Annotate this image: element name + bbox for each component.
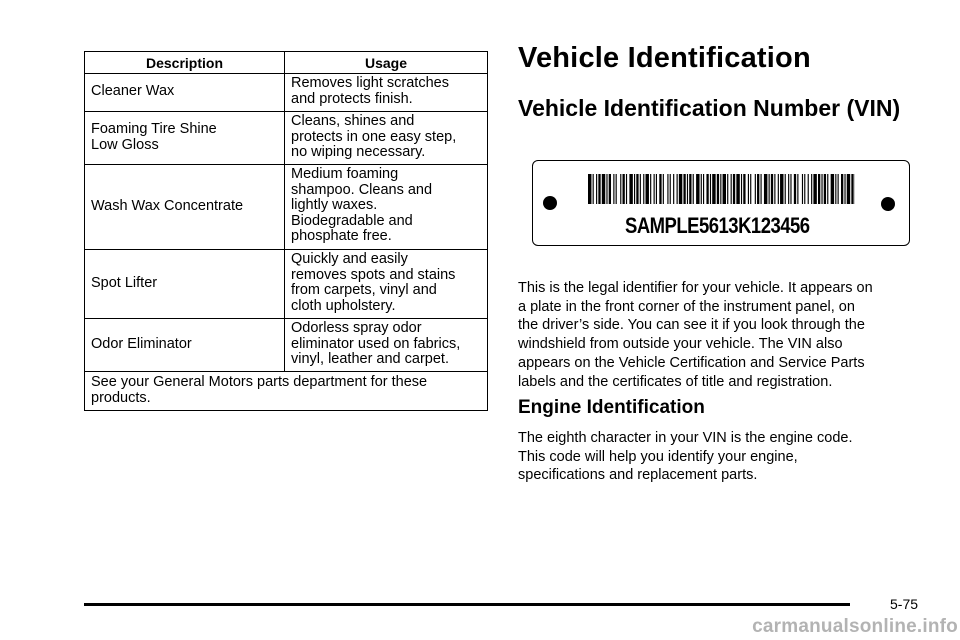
page-number: 5-75 [890,596,919,612]
table-header-row [85,52,488,74]
table-row [85,319,488,372]
row-description: Foaming Tire Shine Low Gloss [85,112,285,165]
table-row [85,74,488,112]
table-row [85,112,488,165]
section-title: Vehicle Identification [518,42,811,74]
row-usage: Removes light scratches and protects finish. [285,74,488,112]
row-description: Spot Lifter [85,250,285,319]
row-description: Odor Eliminator [85,319,285,372]
table-row [85,250,488,319]
row-usage: Cleans, shines and protects in one easy step, no wiping necessary. [285,112,488,165]
row-description: Cleaner Wax [85,74,285,112]
table-row [85,165,488,250]
row-usage: Quickly and easily removes spots and stains from carpets, vinyl and cloth upholstery. [285,250,488,319]
engine-heading: Engine Identification [518,397,705,418]
header-usage: Usage [285,52,488,74]
header-description: Description [85,52,285,74]
table-footnote: See your General Motors parts department for these products. [85,372,488,411]
watermark: carmanualsonline.info [752,616,958,637]
engine-description: The eighth character in your VIN is the engine code. This code will help you identify your engine, specifications and replacement parts. [518,430,853,484]
footer-rule [84,603,850,606]
rivet-icon [881,197,895,211]
vin-plate-text: SAMPLE5613K123456 [625,213,810,238]
barcode-icon [588,174,855,204]
vin-plate-illustration [532,160,910,246]
row-description: Wash Wax Concentrate [85,165,285,250]
table-footnote-row [85,372,488,411]
row-usage: Medium foaming shampoo. Cleans and lightly waxes. Biodegradable and phosphate free. [285,165,488,250]
rivet-icon [543,196,557,210]
products-table [84,51,488,411]
row-usage: Odorless spray odor eliminator used on fabrics, vinyl, leather and carpet. [285,319,488,372]
section-subtitle: Vehicle Identification Number (VIN) [518,95,901,121]
vin-description: This is the legal identifier for your vehicle. It appears on a plate in the front corner of the instrument panel, on the driver’s side. You can see it if you look through the windshield from outside your vehicle. The VIN also appears on the Vehicle Certification and Service Parts labels and the certificates of title and registration. [518,280,873,390]
